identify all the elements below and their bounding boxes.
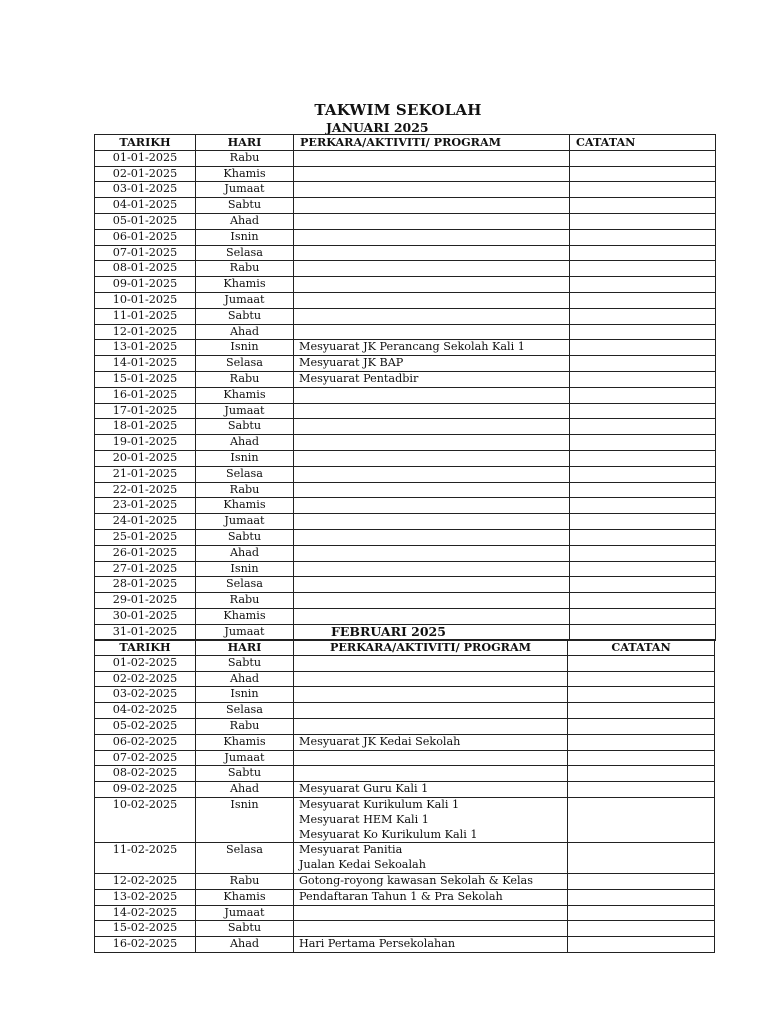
cell-date: 16-02-2025 [95, 937, 196, 953]
cell-activity [294, 498, 570, 514]
table-row [95, 593, 716, 609]
table-row [95, 466, 716, 482]
cell-activity [294, 435, 570, 451]
activity-line: Mesyuarat JK Perancang Sekolah Kali 1 [299, 340, 525, 354]
table-header-row [95, 135, 716, 151]
table-row [95, 921, 715, 937]
cell-day: Jumaat [196, 750, 294, 766]
cell-day: Khamis [196, 734, 294, 750]
cell-activity [294, 387, 570, 403]
cell-activity [294, 561, 570, 577]
cell-day: Selasa [196, 356, 294, 372]
cell-note [570, 198, 716, 214]
cell-day: Jumaat [196, 905, 294, 921]
header-catatan: CATATAN [570, 135, 716, 151]
table-row [95, 419, 716, 435]
cell-day: Khamis [196, 166, 294, 182]
cell-day: Rabu [196, 482, 294, 498]
cell-note [568, 687, 715, 703]
cell-note [570, 514, 716, 530]
table-row [95, 797, 715, 842]
cell-note [568, 734, 715, 750]
header-hari: HARI [196, 135, 294, 151]
table-row [95, 782, 715, 798]
table-header-row [95, 640, 715, 656]
cell-date: 29-01-2025 [95, 593, 196, 609]
cell-activity [294, 873, 568, 889]
cell-date: 20-01-2025 [95, 450, 196, 466]
cell-note [570, 608, 716, 624]
cell-day: Sabtu [196, 308, 294, 324]
cell-date: 14-01-2025 [95, 356, 196, 372]
cell-note [568, 766, 715, 782]
activity-line: Mesyuarat HEM Kali 1 [299, 812, 429, 826]
activity-line: Mesyuarat Pentadbir [299, 371, 419, 385]
table-row [95, 277, 716, 293]
table-row [95, 889, 715, 905]
cell-day: Sabtu [196, 766, 294, 782]
activity-line: Mesyuarat JK BAP [299, 356, 404, 370]
table-row [95, 843, 715, 874]
cell-activity [294, 593, 570, 609]
table-row [95, 245, 716, 261]
cell-note [570, 356, 716, 372]
cell-date: 03-01-2025 [95, 182, 196, 198]
table-row [95, 356, 716, 372]
month-title-january: JANUARI 2025 [326, 120, 429, 135]
cell-day: Ahad [196, 435, 294, 451]
cell-note [570, 466, 716, 482]
table-row [95, 292, 716, 308]
cell-note [570, 419, 716, 435]
cell-day: Ahad [196, 937, 294, 953]
cell-date: 21-01-2025 [95, 466, 196, 482]
cell-day: Sabtu [196, 529, 294, 545]
cell-note [570, 292, 716, 308]
cell-date: 11-01-2025 [95, 308, 196, 324]
cell-note [570, 498, 716, 514]
page-title: TAKWIM SEKOLAH [314, 101, 482, 119]
activity-line: Mesyuarat Panitia [299, 843, 403, 857]
cell-note [570, 308, 716, 324]
cell-note [570, 213, 716, 229]
cell-day: Rabu [196, 593, 294, 609]
table-row [95, 450, 716, 466]
cell-day: Ahad [196, 782, 294, 798]
activity-line: Jualan Kedai Sekoalah [299, 858, 426, 872]
cell-note [570, 561, 716, 577]
table-row [95, 308, 716, 324]
activity-line: Mesyuarat Ko Kurikulum Kali 1 [299, 827, 478, 841]
cell-day: Ahad [196, 671, 294, 687]
cell-day: Jumaat [196, 403, 294, 419]
cell-activity [294, 718, 568, 734]
cell-note [570, 577, 716, 593]
cell-note [570, 150, 716, 166]
activity-line: Pendaftaran Tahun 1 & Pra Sekolah [299, 889, 503, 903]
cell-activity [294, 419, 570, 435]
cell-note [570, 245, 716, 261]
cell-note [568, 703, 715, 719]
cell-day: Sabtu [196, 419, 294, 435]
cell-activity [294, 514, 570, 530]
cell-day: Jumaat [196, 624, 294, 640]
cell-day: Selasa [196, 843, 294, 874]
cell-activity [294, 889, 568, 905]
cell-activity [294, 308, 570, 324]
cell-date: 31-01-2025 [95, 624, 196, 640]
cell-note [568, 843, 715, 874]
table-row [95, 261, 716, 277]
cell-date: 27-01-2025 [95, 561, 196, 577]
cell-date: 17-01-2025 [95, 403, 196, 419]
cell-note [570, 166, 716, 182]
cell-date: 09-02-2025 [95, 782, 196, 798]
table-row [95, 687, 715, 703]
cell-day: Isnin [196, 340, 294, 356]
cell-date: 06-01-2025 [95, 229, 196, 245]
table-row [95, 703, 715, 719]
cell-day: Sabtu [196, 655, 294, 671]
cell-date: 16-01-2025 [95, 387, 196, 403]
cell-date: 14-02-2025 [95, 905, 196, 921]
cell-note [570, 371, 716, 387]
cell-note [570, 482, 716, 498]
cell-date: 25-01-2025 [95, 529, 196, 545]
cell-day: Jumaat [196, 182, 294, 198]
table-row [95, 387, 716, 403]
table-row [95, 873, 715, 889]
cell-date: 13-02-2025 [95, 889, 196, 905]
cell-activity [294, 403, 570, 419]
cell-activity [294, 529, 570, 545]
cell-note [568, 921, 715, 937]
cell-activity [294, 371, 570, 387]
cell-date: 04-02-2025 [95, 703, 196, 719]
calendar-table-january [94, 134, 716, 641]
cell-activity [294, 245, 570, 261]
cell-day: Rabu [196, 261, 294, 277]
cell-date: 02-02-2025 [95, 671, 196, 687]
cell-activity [294, 466, 570, 482]
header-tarikh: TARIKH [95, 640, 196, 656]
cell-activity [294, 277, 570, 293]
header-perkara: PERKARA/AKTIVITI/ PROGRAM [294, 640, 568, 656]
cell-note [570, 545, 716, 561]
cell-date: 24-01-2025 [95, 514, 196, 530]
cell-date: 08-01-2025 [95, 261, 196, 277]
cell-note [570, 340, 716, 356]
header-catatan: CATATAN [568, 640, 715, 656]
cell-date: 28-01-2025 [95, 577, 196, 593]
table-row [95, 734, 715, 750]
cell-day: Khamis [196, 387, 294, 403]
cell-activity [294, 356, 570, 372]
cell-activity [294, 655, 568, 671]
cell-day: Selasa [196, 577, 294, 593]
cell-activity [294, 921, 568, 937]
table-row [95, 514, 716, 530]
cell-activity [294, 213, 570, 229]
table-row [95, 766, 715, 782]
table-row [95, 750, 715, 766]
cell-note [568, 873, 715, 889]
cell-date: 13-01-2025 [95, 340, 196, 356]
cell-date: 11-02-2025 [95, 843, 196, 874]
activity-line: Mesyuarat JK Kedai Sekolah [299, 734, 461, 748]
cell-activity [294, 797, 568, 842]
activity-line: Gotong-royong kawasan Sekolah & Kelas [299, 873, 533, 887]
cell-note [568, 937, 715, 953]
cell-day: Khamis [196, 498, 294, 514]
cell-activity [294, 750, 568, 766]
cell-date: 05-01-2025 [95, 213, 196, 229]
cell-note [570, 435, 716, 451]
cell-day: Ahad [196, 545, 294, 561]
table-row [95, 198, 716, 214]
cell-day: Ahad [196, 213, 294, 229]
table-row [95, 213, 716, 229]
cell-day: Selasa [196, 466, 294, 482]
cell-note [570, 529, 716, 545]
activity-line: Mesyuarat Guru Kali 1 [299, 782, 429, 796]
cell-activity [294, 198, 570, 214]
cell-date: 10-02-2025 [95, 797, 196, 842]
cell-note [568, 718, 715, 734]
cell-day: Isnin [196, 687, 294, 703]
cell-note [568, 655, 715, 671]
cell-date: 19-01-2025 [95, 435, 196, 451]
cell-activity [294, 166, 570, 182]
cell-date: 18-01-2025 [95, 419, 196, 435]
cell-day: Jumaat [196, 514, 294, 530]
cell-date: 12-01-2025 [95, 324, 196, 340]
cell-activity [294, 905, 568, 921]
table-row [95, 937, 715, 953]
cell-date: 02-01-2025 [95, 166, 196, 182]
cell-activity [294, 324, 570, 340]
cell-day: Rabu [196, 150, 294, 166]
month-title-february: FEBRUARI 2025 [331, 624, 446, 639]
cell-note [568, 905, 715, 921]
activity-line: Mesyuarat Kurikulum Kali 1 [299, 797, 460, 811]
table-row [95, 340, 716, 356]
table-row [95, 608, 716, 624]
table-row [95, 166, 716, 182]
cell-note [570, 593, 716, 609]
cell-date: 26-01-2025 [95, 545, 196, 561]
cell-activity [294, 734, 568, 750]
cell-day: Isnin [196, 229, 294, 245]
cell-day: Sabtu [196, 921, 294, 937]
cell-note [568, 782, 715, 798]
cell-activity [294, 482, 570, 498]
cell-date: 12-02-2025 [95, 873, 196, 889]
table-row [95, 561, 716, 577]
table-row [95, 905, 715, 921]
cell-activity [294, 182, 570, 198]
cell-activity [294, 261, 570, 277]
cell-day: Khamis [196, 608, 294, 624]
cell-note [570, 387, 716, 403]
cell-note [568, 797, 715, 842]
table-row [95, 577, 716, 593]
cell-date: 07-01-2025 [95, 245, 196, 261]
cell-day: Rabu [196, 718, 294, 734]
cell-activity [294, 671, 568, 687]
cell-activity [294, 608, 570, 624]
header-tarikh: TARIKH [95, 135, 196, 151]
cell-note [568, 750, 715, 766]
cell-day: Selasa [196, 703, 294, 719]
cell-date: 06-02-2025 [95, 734, 196, 750]
activity-line: Hari Pertama Persekolahan [299, 937, 456, 951]
cell-note [570, 277, 716, 293]
cell-activity [294, 782, 568, 798]
cell-day: Khamis [196, 277, 294, 293]
cell-day: Isnin [196, 561, 294, 577]
cell-activity [294, 687, 568, 703]
cell-activity [294, 340, 570, 356]
table-row [95, 403, 716, 419]
cell-date: 01-02-2025 [95, 655, 196, 671]
cell-activity [294, 292, 570, 308]
cell-note [570, 229, 716, 245]
cell-date: 08-02-2025 [95, 766, 196, 782]
table-row [95, 371, 716, 387]
cell-note [568, 671, 715, 687]
cell-activity [294, 766, 568, 782]
table-row [95, 150, 716, 166]
cell-activity [294, 577, 570, 593]
cell-activity [294, 937, 568, 953]
cell-date: 01-01-2025 [95, 150, 196, 166]
cell-day: Selasa [196, 245, 294, 261]
cell-day: Sabtu [196, 198, 294, 214]
cell-day: Rabu [196, 873, 294, 889]
cell-activity [294, 843, 568, 874]
table-row [95, 718, 715, 734]
table-row [95, 182, 716, 198]
header-perkara: PERKARA/AKTIVITI/ PROGRAM [294, 135, 570, 151]
cell-activity [294, 545, 570, 561]
cell-day: Isnin [196, 797, 294, 842]
table-row [95, 655, 715, 671]
calendar-table-february [94, 639, 715, 953]
cell-note [570, 324, 716, 340]
table-row [95, 671, 715, 687]
cell-date: 03-02-2025 [95, 687, 196, 703]
cell-note [570, 450, 716, 466]
cell-date: 15-02-2025 [95, 921, 196, 937]
cell-note [570, 261, 716, 277]
cell-date: 04-01-2025 [95, 198, 196, 214]
cell-day: Ahad [196, 324, 294, 340]
cell-date: 22-01-2025 [95, 482, 196, 498]
table-row [95, 435, 716, 451]
cell-activity [294, 450, 570, 466]
cell-note [570, 624, 716, 640]
cell-date: 10-01-2025 [95, 292, 196, 308]
table-row [95, 229, 716, 245]
cell-day: Khamis [196, 889, 294, 905]
table-row [95, 324, 716, 340]
cell-date: 09-01-2025 [95, 277, 196, 293]
table-row [95, 498, 716, 514]
cell-date: 05-02-2025 [95, 718, 196, 734]
table-row [95, 529, 716, 545]
cell-date: 07-02-2025 [95, 750, 196, 766]
table-row [95, 482, 716, 498]
table-row [95, 545, 716, 561]
cell-note [570, 182, 716, 198]
cell-activity [294, 229, 570, 245]
cell-activity [294, 150, 570, 166]
cell-date: 23-01-2025 [95, 498, 196, 514]
cell-note [570, 403, 716, 419]
header-hari: HARI [196, 640, 294, 656]
cell-activity [294, 703, 568, 719]
cell-day: Rabu [196, 371, 294, 387]
cell-date: 15-01-2025 [95, 371, 196, 387]
cell-day: Jumaat [196, 292, 294, 308]
cell-date: 30-01-2025 [95, 608, 196, 624]
cell-note [568, 889, 715, 905]
cell-day: Isnin [196, 450, 294, 466]
